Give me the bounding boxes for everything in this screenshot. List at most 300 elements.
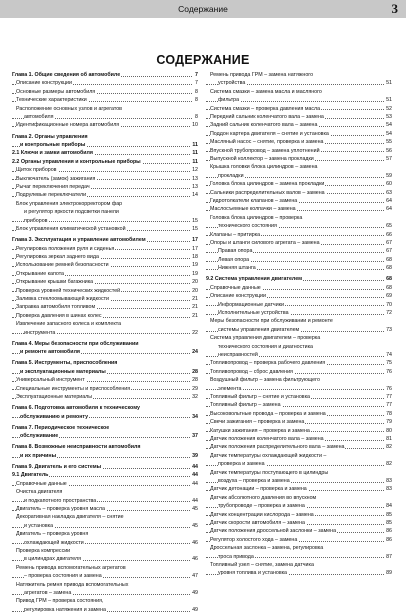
toc-entry-page: 60 — [386, 181, 392, 188]
toc-entry-page: 75 — [386, 360, 392, 367]
toc-entry — [206, 240, 392, 246]
toc-entry-title: Крышка головки блока цилиндров – замена — [210, 164, 318, 171]
toc-entry-page: 51 — [386, 97, 392, 104]
toc-entry-title: Блок управления климатической установкой — [16, 226, 126, 232]
toc-entry — [12, 405, 198, 411]
toc-entry-page: 20 — [192, 287, 198, 294]
toc-entry — [12, 226, 198, 232]
toc-entry-title: Топливный фильтр – снятие и установка — [210, 394, 310, 400]
toc-entry — [206, 402, 392, 408]
toc-entry — [12, 296, 198, 302]
toc-entry-title: Нижняя штанга — [218, 265, 256, 272]
toc-entry-page: 84 — [386, 503, 392, 510]
toc-entry-title: Проверка уровней технических жидкостей — [16, 287, 121, 294]
toc-entry-title: Привод ГРМ – проверка состояния, — [16, 598, 104, 605]
toc-entry-title: и ремонте автомобиля — [20, 349, 81, 356]
toc-entry-title: регулировка натяжения и замена — [24, 606, 106, 613]
toc-entry-title: Топливопровод – сброс давления — [210, 368, 293, 375]
toc-entry — [12, 489, 198, 495]
toc-entry-title: Регулировка положения руля и сиденья — [16, 245, 115, 252]
toc-entry-page: 81 — [386, 436, 392, 442]
toc-entry — [206, 302, 392, 308]
toc-entry-page: 46 — [192, 556, 198, 563]
toc-entry-title: инструмента — [24, 329, 56, 336]
toc-entry-title: Головка блока цилиндров – замена прокладки — [210, 181, 325, 188]
toc-entry-title: Эксплуатационные материалы — [16, 394, 93, 400]
toc-entry-title: Справочные данные — [210, 284, 261, 291]
toc-entry — [12, 321, 198, 327]
toc-entry — [206, 72, 392, 78]
toc-entry-title: и установка — [24, 522, 54, 529]
toc-entry-title: Ремень привода вспомогательных агрегатов — [16, 564, 126, 571]
toc-entry-page: 67 — [386, 240, 392, 246]
toc-entry — [12, 540, 198, 546]
toc-entry — [206, 310, 392, 316]
toc-entry — [206, 148, 392, 154]
toc-entry-title: технического состояния и диагностика — [218, 343, 313, 350]
toc-entry — [206, 173, 392, 179]
toc-entry-title: элемента — [218, 385, 242, 392]
toc-entry-page: 64 — [386, 198, 392, 204]
toc-entry — [12, 97, 198, 103]
toc-entry-title: Дроссельная заслонка – замена, регулировка — [210, 545, 324, 552]
toc-entry-page: 8 — [195, 114, 198, 120]
toc-entry — [206, 80, 392, 86]
toc-entry-title: Задний сальник коленчатого вала – замена — [210, 122, 318, 129]
toc-entry — [12, 150, 198, 156]
toc-entry-title: системы управления двигателем — [218, 326, 300, 333]
toc-entry — [12, 394, 198, 400]
toc-entry-title: Извлечение запасного колеса и комплекта — [16, 321, 122, 328]
toc-entry-page: 53 — [386, 114, 392, 120]
toc-entry-title: Клапаны – притирка — [210, 231, 261, 238]
toc-entry — [12, 598, 198, 604]
toc-entry-title: Ремень привода ГРМ – замена натяжного — [210, 72, 314, 78]
toc-entry-title: 9.2 Система управления двигателем — [206, 276, 303, 283]
toc-entry — [12, 279, 198, 285]
toc-entry — [12, 304, 198, 310]
toc-entry — [12, 341, 198, 347]
toc-entry-page: 10 — [192, 122, 198, 129]
toc-entry-page: 89 — [386, 570, 392, 577]
toc-entry — [206, 453, 392, 459]
toc-entry — [206, 495, 392, 501]
toc-entry-title: Маслосъемные колпачки – замена — [210, 206, 296, 213]
toc-entry — [12, 89, 198, 95]
toc-entry — [12, 288, 198, 294]
toc-entry-title: Датчик температуры поступающего в цилиндры — [210, 469, 329, 476]
toc-entry — [12, 349, 198, 355]
toc-entry-title: устройства — [218, 80, 246, 87]
toc-entry-page: 29 — [192, 385, 198, 392]
toc-entry-page: 49 — [192, 606, 198, 613]
toc-entry-title: Глава 1. Общие сведения об автомобиле — [12, 72, 121, 78]
toc-entry-page: 47 — [192, 573, 198, 580]
toc-entry — [12, 134, 198, 140]
toc-entry — [206, 419, 392, 425]
toc-entry — [206, 461, 392, 467]
toc-entry — [12, 514, 198, 520]
toc-entry — [206, 503, 392, 509]
toc-entry — [206, 369, 392, 375]
toc-entry-title: Заправка автомобиля топливом — [16, 304, 96, 311]
toc-entry-page: 34 — [192, 413, 198, 420]
toc-entry-title: обслуживанию и ремонту — [20, 413, 89, 420]
toc-entry-page: 21 — [192, 312, 198, 319]
toc-entry-page: 22 — [192, 329, 198, 336]
toc-entry-title: Двигатель – проверка уровня масла — [16, 506, 105, 512]
toc-entry-title: Датчик абсолютного давления во впускном — [210, 494, 317, 501]
toc-entry-title: 9.1 Двигатель — [12, 472, 49, 479]
toc-entry-title: Гидротолкатели клапанов – замена — [210, 198, 298, 204]
toc-entry-page: 57 — [386, 156, 392, 162]
toc-entry-page: 54 — [386, 122, 392, 129]
toc-entry-title: Датчик положения дроссельной заслонки – замена — [210, 528, 337, 535]
toc-entry-title: охлаждающей жидкости — [24, 539, 84, 546]
toc-entry — [206, 562, 392, 568]
toc-entry-title: и подкапотного пространства — [24, 497, 97, 504]
toc-entry-title: Свечи зажигания – проверка и замена — [210, 419, 305, 426]
toc-entry-title: 2.1 Ключи и замки автомобиля — [12, 150, 93, 157]
toc-entry-page: 15 — [192, 217, 198, 224]
toc-entry — [12, 114, 198, 120]
toc-entry — [12, 72, 198, 78]
toc-entry-title: Выпускной коллектор – замена прокладки — [210, 156, 314, 162]
toc-entry-title: Проверка давления в шинах колес — [16, 312, 102, 319]
toc-entry-title: Правая опора — [218, 248, 253, 255]
toc-entry-page: 13 — [192, 175, 198, 182]
toc-entry-page: 83 — [386, 486, 392, 493]
toc-entry-title: Глава 3. Эксплуатация и управление автомобилем — [12, 237, 146, 244]
toc-entry-title: Впускной трубопровод – замена уплотнений — [210, 147, 320, 154]
toc-entry-page: 21 — [192, 304, 198, 311]
toc-entry-title: Глава 6. Подготовка автомобиля к техническому — [12, 405, 140, 412]
toc-entry — [12, 523, 198, 529]
toc-entry-title: Универсальный инструмент — [16, 377, 85, 384]
toc-entry-page: 77 — [386, 402, 392, 409]
toc-entry-title: Датчик скорости автомобиля – замена — [210, 520, 305, 526]
toc-entry — [206, 106, 392, 112]
toc-entry — [206, 377, 392, 383]
toc-entry — [12, 386, 198, 392]
toc-entry-page: 51 — [386, 80, 392, 87]
toc-entry — [12, 425, 198, 431]
toc-entry-title: технического состояния — [218, 223, 277, 230]
toc-entry — [206, 360, 392, 366]
toc-entry — [206, 198, 392, 204]
toc-entry-page: 45 — [192, 506, 198, 512]
toc-entry-page: 76 — [386, 385, 392, 392]
toc-entry-page: 32 — [192, 394, 198, 400]
toc-entry — [206, 335, 392, 341]
toc-entry-page: 8 — [195, 97, 198, 104]
toc-entry-title: Подрулевые переключатели — [16, 192, 87, 199]
toc-entry-title: Глава 4. Меры безопасности при обслуживании — [12, 340, 139, 347]
toc-entry-page: 54 — [386, 130, 392, 137]
toc-entry — [206, 139, 392, 145]
toc-entry-page: 72 — [386, 310, 392, 316]
toc-entry — [12, 271, 198, 277]
toc-entry — [12, 506, 198, 512]
toc-entry-title: Датчик положения коленчатого вала – замена — [210, 436, 324, 442]
toc-entry-title: Выключатель (замок) зажигания — [16, 175, 96, 182]
toc-entry — [206, 512, 392, 518]
toc-entry-title: Глава 8. Возможные неисправности автомобиля — [12, 444, 141, 451]
toc-entry — [206, 520, 392, 526]
toc-entry-page: 87 — [386, 553, 392, 560]
toc-entry-title: Датчик концентрации кислорода – замена — [210, 511, 314, 518]
toc-entry-page: 46 — [192, 539, 198, 546]
toc-entry — [206, 394, 392, 400]
toc-entry-page: 52 — [386, 105, 392, 112]
toc-entry-page: 44 — [192, 497, 198, 504]
toc-entry-page: 18 — [192, 254, 198, 260]
toc-entry-page: 28 — [192, 368, 198, 375]
toc-entry-page: 44 — [192, 472, 198, 479]
toc-entry — [12, 582, 198, 588]
toc-entry-page: 77 — [386, 394, 392, 400]
toc-entry-title: Топливный фильтр – замена — [210, 402, 281, 409]
toc-entry-page: 85 — [386, 520, 392, 526]
toc-entry-title: Передний сальник коленчатого вала – замена — [210, 114, 324, 120]
toc-entry — [12, 106, 198, 112]
toc-entry-page: 37 — [192, 433, 198, 440]
toc-entry-title: Идентификационные номера автомобиля — [16, 122, 120, 129]
toc-entry — [12, 433, 198, 439]
toc-entry-title: неисправностей — [218, 352, 258, 358]
toc-entry-title: Декоративная накладка двигателя – снятие — [16, 514, 124, 521]
toc-entry-title: Левая опора — [218, 256, 250, 263]
toc-entry — [206, 318, 392, 324]
toc-entry-title: фильтра — [218, 97, 240, 104]
toc-entry — [12, 444, 198, 450]
toc-entry-title: Исполнительные устройства — [218, 310, 289, 316]
toc-entry-title: воздуха – проверка и замена — [218, 478, 290, 484]
toc-entry-title: Рычаг переключения передач — [16, 184, 90, 190]
toc-entry-page: 17 — [192, 245, 198, 252]
header-title: Содержание — [178, 4, 228, 14]
toc-entry-title: Блок управления электрокорректором фар — [16, 200, 123, 207]
toc-entry — [206, 248, 392, 254]
toc-entry — [12, 313, 198, 319]
toc-entry-page: 65 — [386, 223, 392, 230]
toc-entry-title: проверка и замена — [218, 461, 265, 468]
toc-entry-title: Регулировка зеркал заднего вида — [16, 254, 99, 260]
toc-entry — [206, 215, 392, 221]
toc-entry-page: 68 — [386, 284, 392, 291]
toc-entry — [12, 453, 198, 459]
toc-entry-title: Открывание крышки багажника — [16, 279, 94, 286]
toc-entry-page: 28 — [192, 377, 198, 384]
toc-entry-page: 73 — [386, 326, 392, 333]
toc-entry — [206, 436, 392, 442]
toc-entry — [206, 181, 392, 187]
toc-entry — [206, 554, 392, 560]
toc-entry — [12, 167, 198, 173]
toc-entry — [206, 386, 392, 392]
toc-entry — [206, 352, 392, 358]
toc-entry-title: и контрольные приборы — [20, 142, 86, 148]
toc-entry — [12, 218, 198, 224]
toc-entry — [12, 209, 198, 215]
toc-entry-page: 11 — [192, 158, 198, 165]
toc-entry-page: 82 — [386, 444, 392, 451]
toc-entry-page: 76 — [386, 368, 392, 375]
toc-entry-title: Описание конструкции — [210, 293, 266, 300]
toc-entry — [206, 285, 392, 291]
toc-entry — [206, 122, 392, 128]
toc-entry-title: приборов — [24, 217, 48, 224]
toc-entry-title: – проверка состояния и замена — [24, 573, 102, 580]
toc-entry — [206, 293, 392, 299]
toc-entry-title: Глава 7. Периодическое техническое — [12, 424, 110, 431]
toc-entry-title: Открывание капота — [16, 270, 65, 277]
toc-entry-page: 68 — [386, 256, 392, 263]
page-number: 3 — [391, 1, 398, 16]
toc-entry — [206, 190, 392, 196]
toc-entry-title: Датчик температуры охлаждающей жидкости – — [210, 452, 327, 459]
toc-entry-page: 20 — [192, 279, 198, 286]
toc-entry — [12, 481, 198, 487]
toc-entry-title: Топливный узел – снятие, замена датчика — [210, 562, 314, 568]
toc-entry-title: Справочные данные — [16, 480, 67, 487]
toc-entry-page: 56 — [386, 147, 392, 154]
toc-entry-title: Технические характеристики — [16, 97, 87, 104]
toc-entry-page: 79 — [386, 419, 392, 426]
toc-entry — [206, 545, 392, 551]
toc-entry — [206, 428, 392, 434]
toc-entry-title: Система смазки – проверка давления масла — [210, 105, 321, 112]
toc-entry — [206, 478, 392, 484]
toc-entry — [206, 223, 392, 229]
toc-entry — [12, 548, 198, 554]
toc-entry — [206, 444, 392, 450]
toc-entry-title: Высоковольтные провода – проверка и замена — [210, 410, 326, 417]
toc-entry-page: 15 — [192, 226, 198, 232]
toc-entry — [206, 89, 392, 95]
toc-entry-page: 13 — [192, 184, 198, 190]
toc-entry-page: 74 — [386, 352, 392, 358]
toc-entry — [206, 265, 392, 271]
toc-entry — [12, 464, 198, 470]
toc-entry-title: и их причины — [20, 452, 57, 459]
toc-entry-page: 19 — [192, 262, 198, 269]
toc-entry-page: 39 — [192, 452, 198, 459]
toc-entry — [12, 122, 198, 128]
toc-entry-title: прокладки — [218, 172, 244, 179]
toc-entry-title: Опоры и штанги силового агрегата – замена — [210, 240, 320, 246]
toc-entry-title: Датчик детонации – проверка и замена — [210, 486, 307, 493]
toc-entry — [206, 206, 392, 212]
toc-entry-title: Поддон картера двигателя – снятие и установка — [210, 130, 329, 137]
toc-entry — [12, 377, 198, 383]
toc-entry — [12, 176, 198, 182]
toc-entry — [12, 360, 198, 366]
toc-entry-page: 64 — [386, 206, 392, 213]
toc-entry-page: 8 — [195, 88, 198, 95]
toc-entry-title: и эксплуатационные материалы — [20, 368, 106, 375]
toc-entry-title: автомобиля — [24, 114, 54, 120]
toc-entry-page: 49 — [192, 590, 198, 596]
toc-entry-title: Система смазки – замена масла и масляного — [210, 88, 322, 95]
toc-entry-page: 68 — [386, 276, 392, 283]
toc-entry — [12, 80, 198, 86]
toc-entry-title: трубопроводе – проверка и замена — [218, 503, 305, 510]
toc-entry-title: Щиток приборов — [16, 167, 57, 174]
toc-entry-title: в цилиндрах двигателя — [24, 556, 81, 563]
toc-entry — [206, 570, 392, 576]
toc-entry-title: Основные размеры автомобиля — [16, 88, 96, 95]
toc-entry-page: 17 — [192, 237, 198, 244]
toc-entry-page: 19 — [192, 270, 198, 277]
toc-entry-page: 44 — [192, 464, 198, 470]
toc-entry-title: Датчик положения распределительного вала – замена — [210, 444, 345, 451]
toc-entry-title: Глава 9. Двигатель и его системы — [12, 464, 102, 470]
toc-entry-title: Воздушный фильтр – замена фильтрующего — [210, 377, 320, 384]
toc-entry-page: 21 — [192, 296, 198, 302]
toc-entry-page: 68 — [386, 265, 392, 272]
toc-entry-title: Головка блока цилиндров – проверка — [210, 214, 303, 221]
toc-entry-title: троса привода — [218, 553, 254, 560]
toc-entry-page: 78 — [386, 410, 392, 417]
toc-entry — [206, 276, 392, 282]
toc-entry-page: 11 — [192, 150, 198, 157]
toc-entry — [12, 498, 198, 504]
toc-column-right — [206, 72, 392, 577]
toc-entry-page: 86 — [386, 528, 392, 535]
toc-entry — [206, 232, 392, 238]
toc-entry-page: 7 — [195, 80, 198, 87]
toc-entry — [206, 164, 392, 170]
toc-entry-title: Специальные инструменты и приспособления — [16, 385, 131, 392]
toc-entry-title: 2.2 Органы управления и контрольные приборы — [12, 158, 141, 165]
toc-column-left — [12, 72, 198, 613]
toc-entry — [206, 528, 392, 534]
toc-entry — [206, 411, 392, 417]
toc-entry — [12, 237, 198, 243]
toc-entry — [12, 192, 198, 198]
toc-entry — [206, 156, 392, 162]
toc-entry-page: 11 — [192, 142, 198, 148]
toc-entry — [206, 537, 392, 543]
toc-entry — [206, 131, 392, 137]
toc-entry — [206, 486, 392, 492]
toc-entry-title: Двигатель – проверка уровня — [16, 531, 89, 538]
toc-entry — [206, 257, 392, 263]
toc-entry — [12, 142, 198, 148]
toc-entry-page: 82 — [386, 461, 392, 468]
toc-entry — [206, 470, 392, 476]
toc-entry — [206, 114, 392, 120]
toc-entry-page: 12 — [192, 167, 198, 174]
toc-entry-page: 44 — [192, 480, 198, 487]
toc-entry-page: 86 — [386, 536, 392, 543]
toc-entry — [206, 344, 392, 350]
toc-entry-title: Натяжитель ремня привода вспомогательных — [16, 581, 129, 588]
toc-entry-page: 14 — [192, 192, 198, 199]
toc-entry-page: 67 — [386, 248, 392, 255]
toc-entry-title: уровня топлива и установка — [218, 570, 288, 577]
toc-entry-title: агрегатов – замена — [24, 590, 72, 596]
toc-entry-title: Заливка стеклоомывающей жидкости — [16, 296, 109, 302]
toc-entry-title: Масляный насос – снятие, проверка и замена — [210, 139, 324, 146]
toc-entry-title: Глава 2. Органы управления — [12, 133, 88, 140]
toc-entry-page: 24 — [192, 349, 198, 356]
header-bar — [0, 0, 406, 18]
toc-entry — [12, 573, 198, 579]
toc-entry-title: Использование ремней безопасности — [16, 262, 109, 269]
toc-entry — [12, 159, 198, 165]
